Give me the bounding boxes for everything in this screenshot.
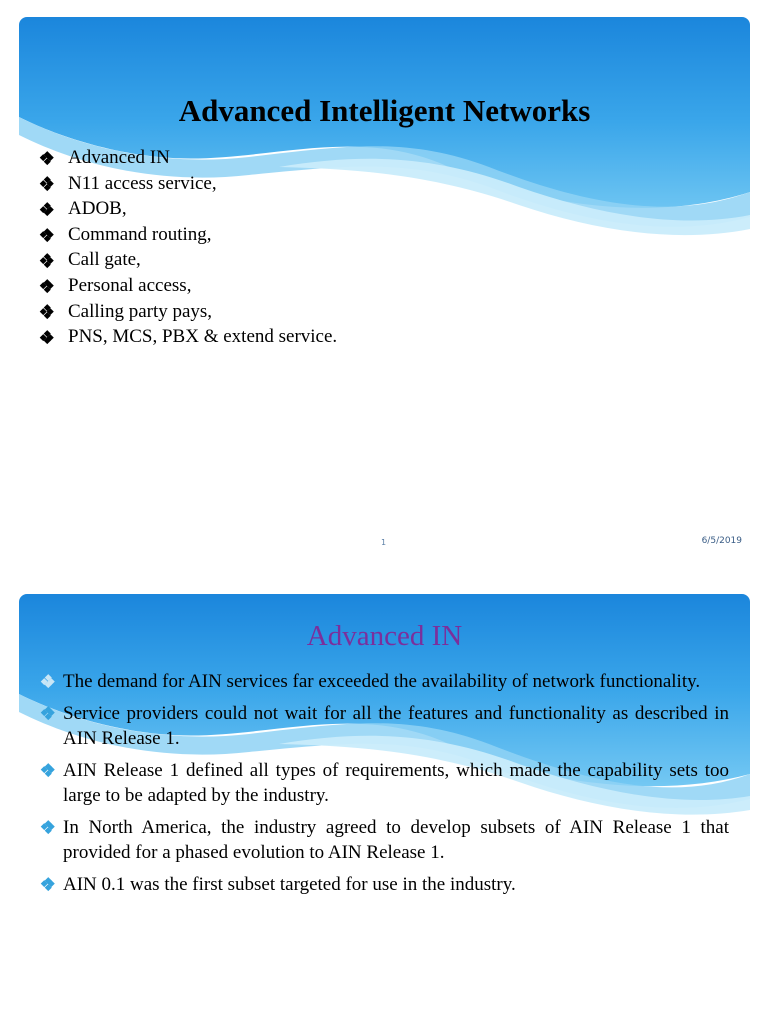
diamond-bullet-icon bbox=[42, 707, 54, 719]
diamond-bullet-icon bbox=[42, 878, 54, 890]
diamond-bullet-icon bbox=[42, 821, 54, 833]
list-item-text: Personal access, bbox=[68, 274, 192, 296]
diamond-bullet-icon bbox=[42, 675, 54, 687]
list-item bbox=[41, 872, 729, 898]
slide-number: 1 bbox=[381, 538, 387, 547]
diamond-bullet-icon bbox=[42, 764, 54, 776]
list-item-text: ADOB, bbox=[68, 198, 127, 220]
list-item-text: Calling party pays, bbox=[68, 300, 213, 322]
list-item-text: PNS, MCS, PBX & extend service. bbox=[68, 326, 338, 348]
list-item-text: Call gate, bbox=[68, 249, 141, 271]
list-item bbox=[41, 196, 337, 222]
list-item bbox=[41, 273, 337, 299]
list-item bbox=[41, 815, 729, 866]
list-item bbox=[41, 758, 729, 809]
list-item-text: Service providers could not wait for all the features and functionality as described in AIN Release 1. bbox=[63, 702, 729, 749]
slide-title: Advanced IN bbox=[306, 620, 463, 652]
list-item-text: AIN Release 1 defined all types of requirements, which made the capability sets too large to be adapted by the industry. bbox=[63, 759, 729, 806]
list-item bbox=[41, 171, 337, 197]
diamond-bullet-icon bbox=[41, 254, 53, 266]
diamond-bullet-icon bbox=[41, 229, 53, 241]
list-item-text: Advanced IN bbox=[68, 147, 170, 168]
bullet-list bbox=[41, 145, 337, 350]
list-item bbox=[41, 222, 337, 248]
slide-1 bbox=[19, 17, 750, 552]
slide-2 bbox=[19, 594, 750, 1014]
list-item bbox=[41, 669, 729, 695]
slide-date: 6/5/2019 bbox=[701, 536, 742, 546]
diamond-bullet-icon bbox=[41, 177, 53, 189]
slide-title: Advanced Intelligent Networks bbox=[178, 93, 591, 128]
list-item bbox=[41, 299, 337, 325]
list-item bbox=[41, 145, 337, 171]
list-item-text: In North America, the industry agreed to develop subsets of AIN Release 1 that provided for a phased evolution to AIN Release 1. bbox=[63, 816, 729, 863]
diamond-bullet-icon bbox=[41, 152, 53, 164]
list-item-text: AIN 0.1 was the first subset targeted for use in the industry. bbox=[63, 873, 516, 895]
list-item-text: N11 access service, bbox=[68, 172, 217, 194]
diamond-bullet-icon bbox=[41, 305, 53, 317]
list-item-text: Command routing, bbox=[68, 223, 212, 245]
list-item bbox=[41, 701, 729, 752]
list-item bbox=[41, 247, 337, 273]
diamond-bullet-icon bbox=[41, 280, 53, 292]
list-item bbox=[41, 324, 337, 350]
diamond-bullet-icon bbox=[41, 331, 53, 343]
diamond-bullet-icon bbox=[41, 203, 53, 215]
bullet-list bbox=[41, 669, 729, 903]
list-item-text: The demand for AIN services far exceeded the availability of network functionality. bbox=[63, 671, 701, 692]
